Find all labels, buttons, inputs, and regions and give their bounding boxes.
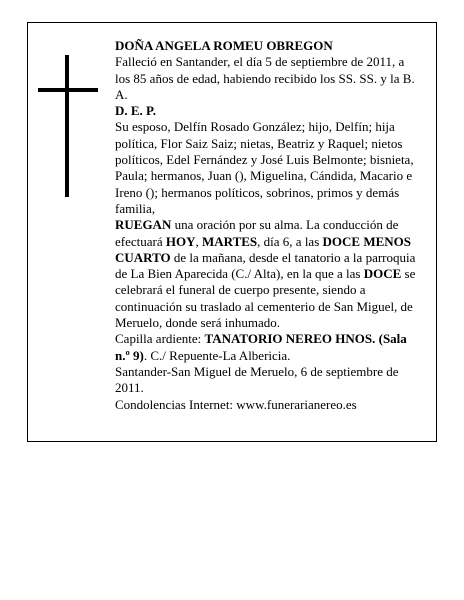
place-date: Santander-San Miguel de Meruelo, 6 de septiembre de 2011. bbox=[115, 363, 399, 396]
rip-text: D. E. P. bbox=[115, 103, 157, 119]
martes-text: MARTES bbox=[202, 233, 258, 249]
funeral-time: DOCE bbox=[363, 266, 402, 282]
death-announcement: Falleció en Santander, el día 5 de septiembre de 2011, a los 85 años de edad, habiendo recibido los SS. SS. y la B. A. bbox=[115, 54, 415, 102]
sala-number: (Sala n.º 9) bbox=[115, 331, 407, 363]
cross-vertical-bar bbox=[65, 55, 69, 197]
cross-icon bbox=[38, 55, 98, 197]
family-list: Su esposo, Delfín Rosado González; hijo, Delfín; hija política, Flor Saiz Saiz; nietas, Beatriz y Raquel; nietos políticos, Edel Fernández y José Luis Belmonte; bisnieta, Paula; hermanos, Juan (), Miguelina, Cándida, Macario e Ireno (); hermanos políticos, sobrinos, primos y demás familia, bbox=[115, 119, 414, 216]
hoy-text: HOY bbox=[165, 233, 196, 249]
cross-horizontal-bar bbox=[38, 88, 98, 92]
chapel-info: Capilla ardiente: TANATORIO NEREO HNOS. (Sala n.º 9). C./ Repuente-La Albericia. bbox=[115, 331, 407, 363]
time-text: DOCE MENOS CUARTO bbox=[115, 233, 411, 265]
ruegan-text: RUEGAN bbox=[115, 217, 172, 233]
condolences-line: Condolencias Internet: www.funerarianereo.es bbox=[115, 396, 357, 412]
obituary-text bbox=[115, 38, 420, 413]
tanatorio-name: TANATORIO NEREO HNOS. bbox=[204, 331, 376, 347]
deceased-name: DOÑA ANGELA ROMEU OBREGON bbox=[115, 38, 333, 53]
ceremony-details: RUEGAN una oración por su alma. La conducción de efectuará HOY, MARTES, día 6, a las DOCE MENOS CUARTO de la mañana, desde el tanatorio a la parroquia de La Bien Aparecida (C./ Alta), en la que a las DOCE se celebrará el funeral de cuerpo presente, siendo a continuación su traslado al cementerio de San Miguel, de Meruelo, donde será inhumado. bbox=[115, 217, 416, 331]
